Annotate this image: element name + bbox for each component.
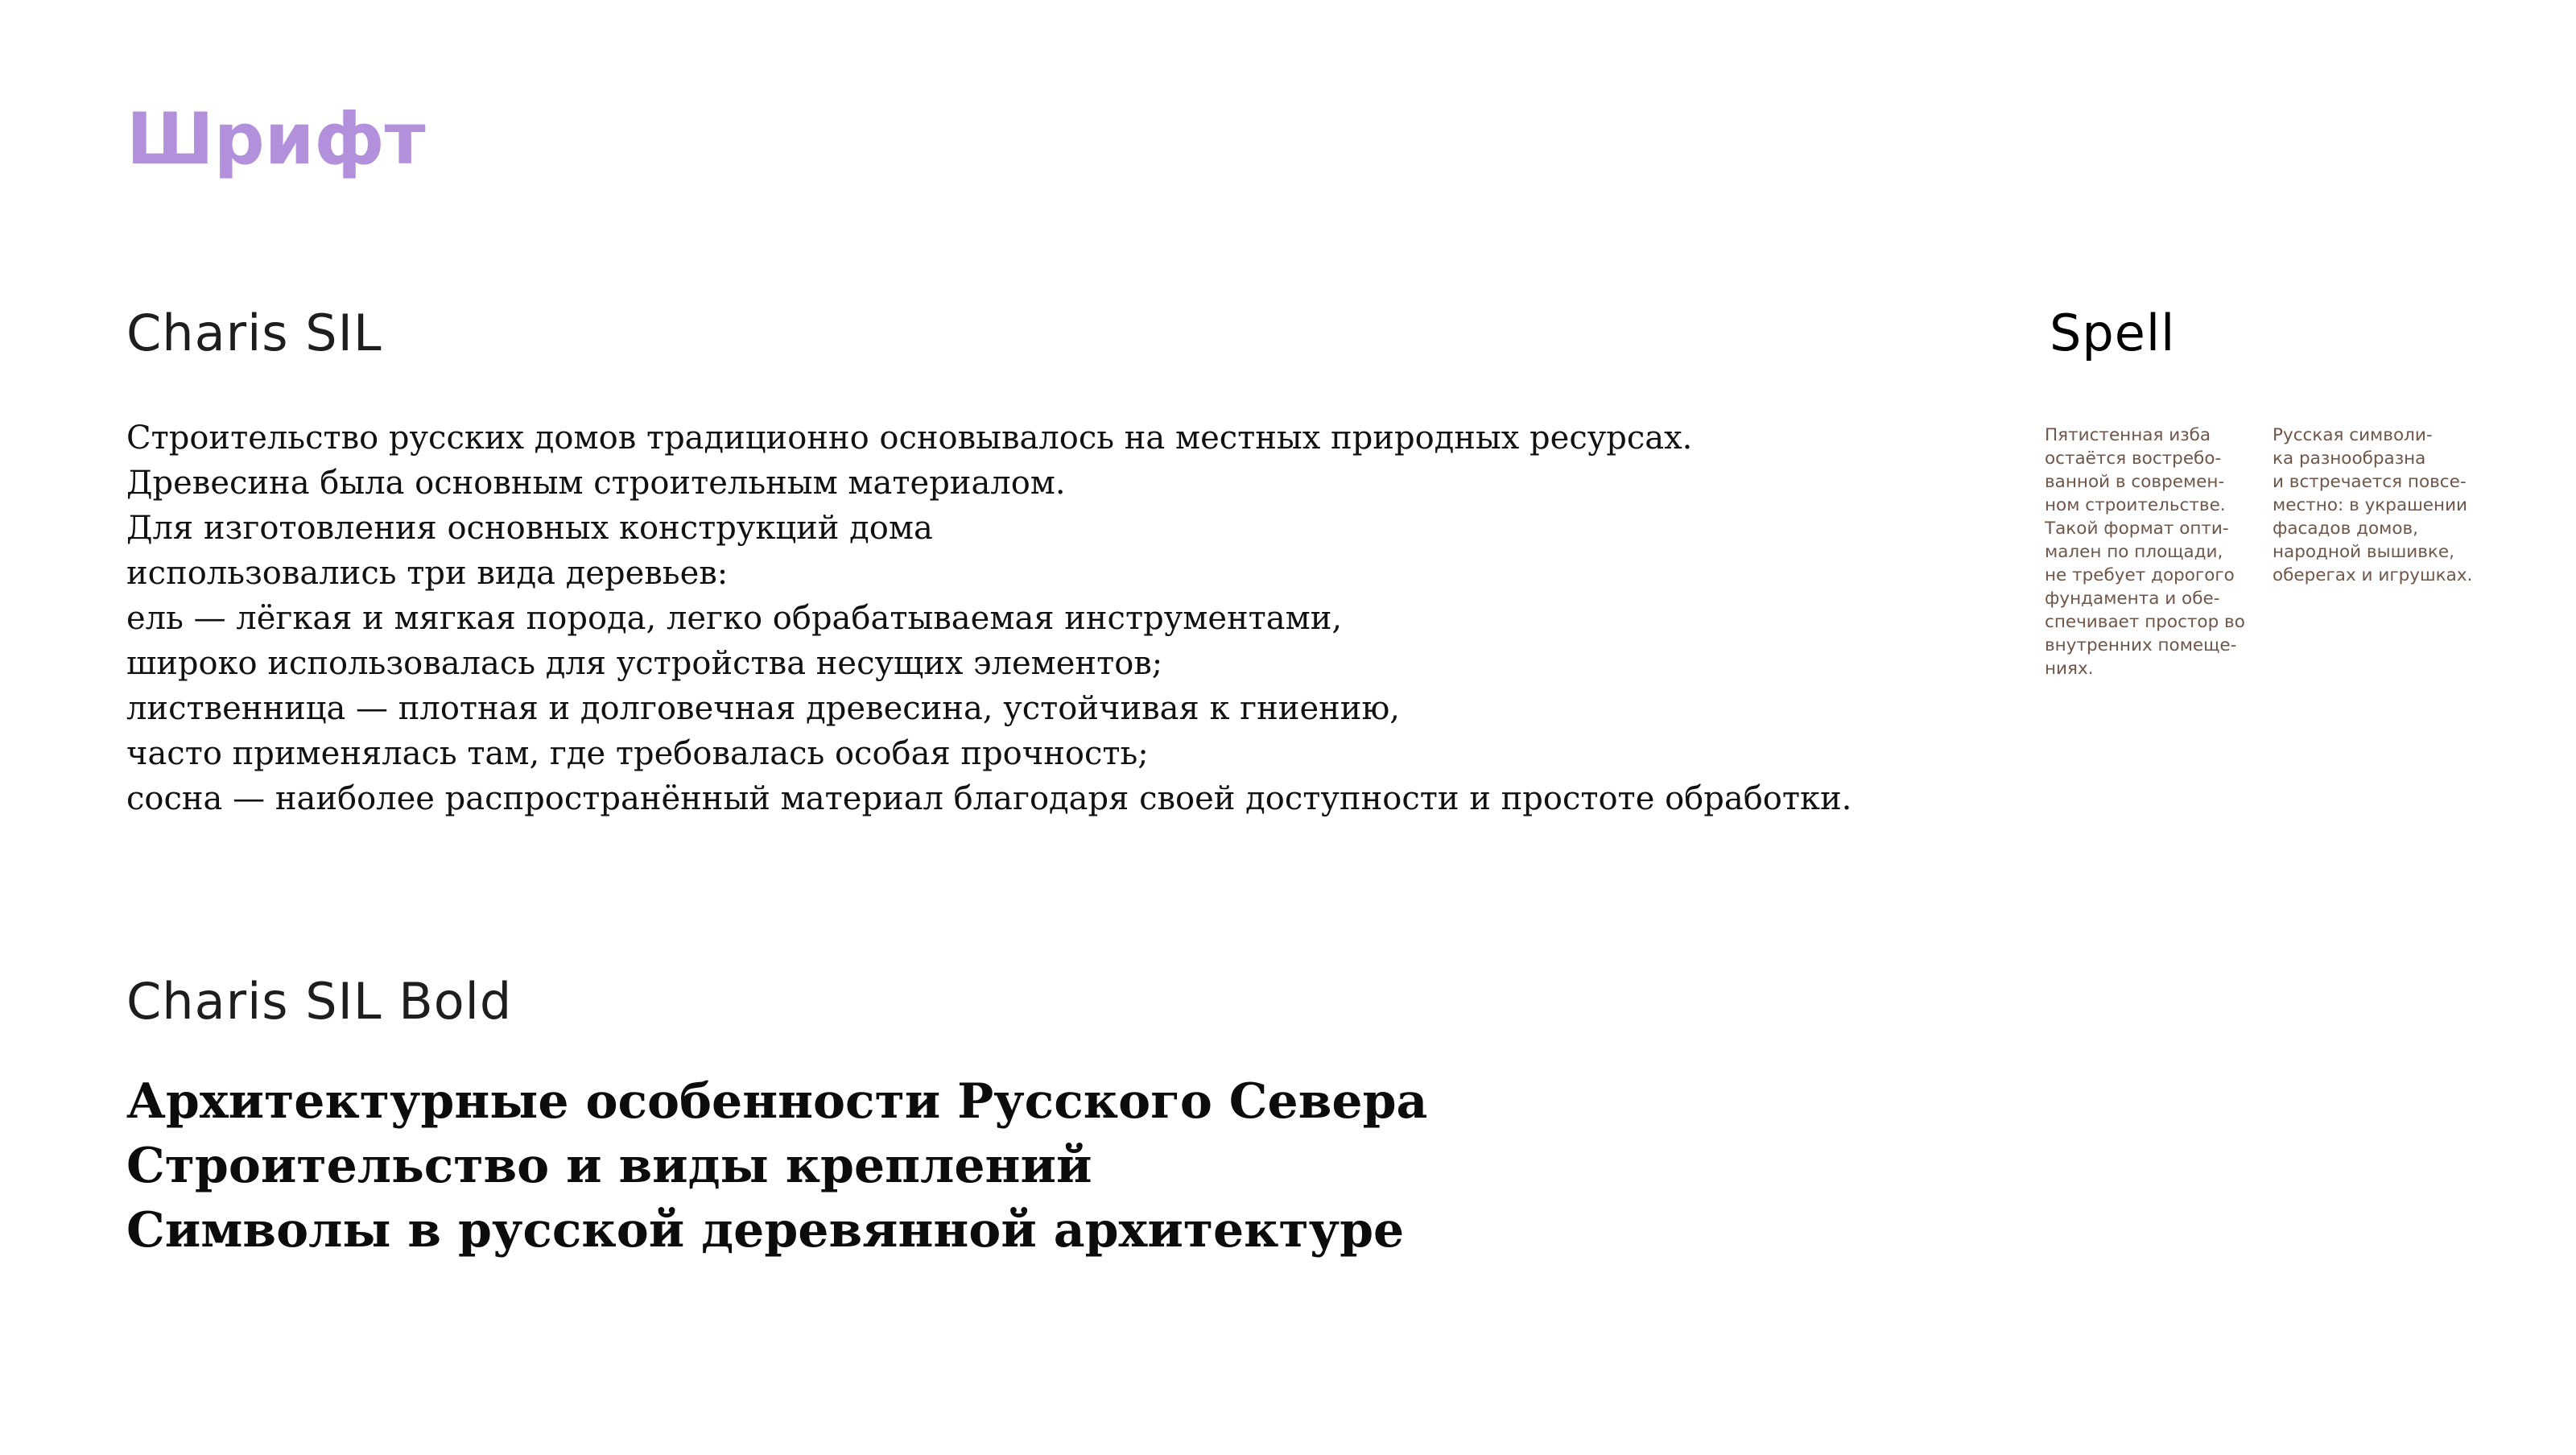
spell-sample-line: фасадов домов, xyxy=(2273,519,2418,539)
spell-sample-column-2 xyxy=(2273,424,2498,587)
spell-sample-line: Такой формат опти- xyxy=(2045,519,2229,539)
spell-sample-line: ка разнообразна xyxy=(2273,448,2426,469)
spell-sample-line: и встречается повсе- xyxy=(2273,472,2467,492)
regular-sample-line: лиственница — плотная и долговечная древесина, устойчивая к гниению, xyxy=(126,690,1400,727)
spell-sample-line: внутренних помеще- xyxy=(2045,635,2237,655)
spell-sample-line: остаётся востребо- xyxy=(2045,448,2222,469)
regular-sample-line: широко использовалась для устройства несущих элементов; xyxy=(126,645,1163,682)
spell-sample-line: спечивает простор во xyxy=(2045,612,2245,632)
regular-sample-line: Древесина была основным строительным материалом. xyxy=(126,465,1066,502)
spell-sample-line: оберегах и игрушках. xyxy=(2273,565,2473,585)
font-name-bold: Charis SIL Bold xyxy=(126,972,513,1031)
regular-sample-line: ель — лёгкая и мягкая порода, легко обрабатываемая инструментами, xyxy=(126,600,1343,637)
font-name-regular: Charis SIL xyxy=(126,304,382,362)
spell-sample-line: ном строительстве. xyxy=(2045,495,2226,515)
bold-sample-line: Символы в русской деревянной архитектуре xyxy=(126,1202,1405,1259)
spell-sample-line: Пятистенная изба xyxy=(2045,425,2211,445)
spell-sample-line: народной вышивке, xyxy=(2273,542,2454,562)
spell-sample-line: местно: в украшении xyxy=(2273,495,2468,515)
regular-sample-text xyxy=(126,415,1852,821)
regular-sample-line: Для изготовления основных конструкций дома xyxy=(126,510,933,547)
spell-sample-line: Русская символи- xyxy=(2273,425,2433,445)
bold-sample-line: Строительство и виды креплений xyxy=(126,1138,1092,1194)
font-name-spell: Spell xyxy=(2050,304,2176,362)
bold-sample-line: Архитектурные особенности Русского Севера xyxy=(126,1073,1428,1130)
page-title: Шрифт xyxy=(126,97,426,180)
spell-sample-line: ванной в современ- xyxy=(2045,472,2225,492)
regular-sample-line: сосна — наиболее распространённый материал благодаря своей доступности и простоте обработки. xyxy=(126,780,1852,817)
spell-sample-line: фундамента и обе- xyxy=(2045,589,2220,609)
spell-sample-column-1 xyxy=(2045,424,2258,680)
spell-sample-line: не требует дорогого xyxy=(2045,565,2235,585)
bold-sample-text xyxy=(126,1069,1427,1263)
regular-sample-line: часто применялась там, где требовалась особая прочность; xyxy=(126,735,1149,772)
spell-sample-line: ниях. xyxy=(2045,659,2094,679)
regular-sample-line: Строительство русских домов традиционно основывалось на местных природных ресурсах. xyxy=(126,420,1693,457)
regular-sample-line: использовались три вида деревьев: xyxy=(126,555,729,592)
spell-sample-line: мален по площади, xyxy=(2045,542,2223,562)
